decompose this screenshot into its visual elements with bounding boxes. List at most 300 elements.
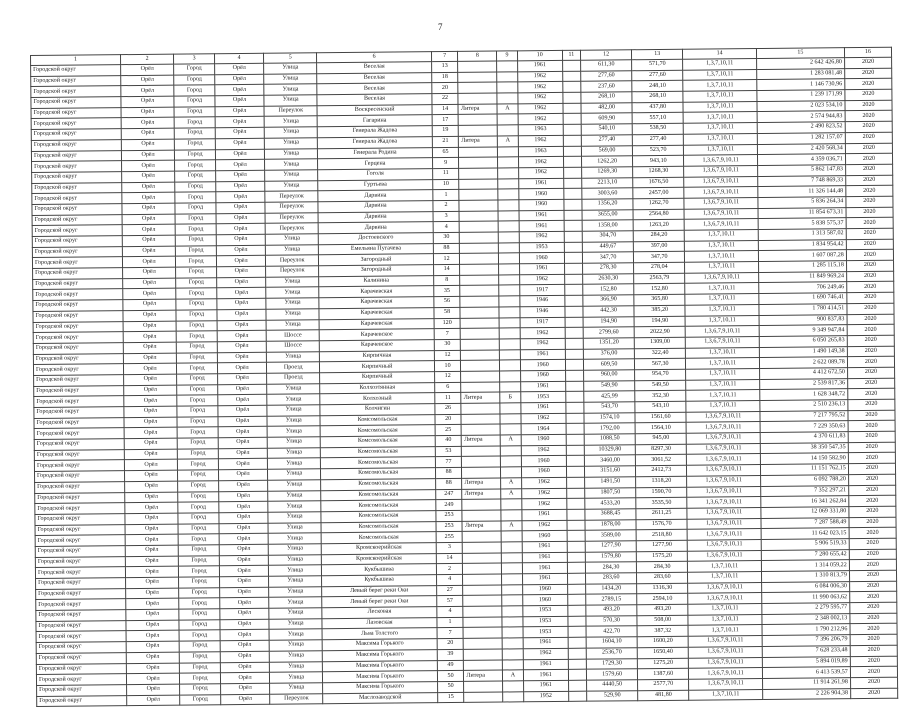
table-cell: Городской округ: [33, 332, 123, 344]
table-cell: 2 539 817,36: [760, 378, 848, 390]
table-cell: [568, 627, 586, 638]
table-cell: Орёл: [219, 544, 268, 555]
table-cell: [500, 371, 521, 382]
table-cell: Улица: [268, 544, 321, 555]
table-cell: 1953: [519, 242, 564, 253]
table-cell: Шоссе: [266, 330, 319, 341]
table-cell: 1961: [519, 263, 564, 274]
table-cell: Кирпичный: [320, 361, 435, 373]
table-cell: 1,3,6,7,9,10,11: [684, 219, 758, 230]
table-cell: [498, 178, 519, 189]
table-cell: 7 280 655,42: [761, 549, 849, 561]
table-cell: Городской округ: [31, 75, 121, 87]
table-cell: 14: [432, 104, 459, 115]
table-cell: Левый берег реки Оки: [322, 585, 437, 597]
table-cell: Улица: [268, 512, 321, 523]
table-cell: Городской округ: [32, 236, 122, 248]
table-cell: 1262,20: [582, 156, 633, 167]
table-cell: Орёл: [215, 138, 264, 149]
table-cell: Орёл: [125, 534, 178, 545]
table-cell: Городской округ: [36, 663, 126, 675]
table-cell: 1,3,6,7,9,10,11: [686, 411, 760, 422]
table-cell: Городской округ: [31, 150, 121, 162]
table-cell: Город: [177, 363, 218, 374]
table-cell: Проезд: [267, 373, 320, 384]
table-cell: 571,70: [632, 59, 683, 70]
table-cell: [567, 573, 585, 584]
column-header: 10: [517, 50, 562, 60]
table-cell: [458, 82, 497, 93]
table-cell: [568, 669, 586, 680]
table-cell: Улица: [265, 244, 318, 255]
table-cell: Кирпичная: [320, 350, 435, 362]
table-cell: 152,80: [634, 284, 685, 295]
table-cell: [462, 446, 501, 457]
table-cell: Городской округ: [35, 535, 125, 547]
table-cell: 1,3,6,7,9,10,11: [687, 454, 761, 465]
table-cell: 1961: [521, 402, 566, 413]
table-cell: 2020: [849, 495, 896, 506]
table-cell: [564, 242, 582, 253]
table-cell: 1,3,7,10,11: [685, 315, 759, 326]
table-cell: 1 282 157,07: [757, 132, 845, 144]
table-cell: Литера: [462, 488, 501, 499]
table-cell: 49: [437, 660, 464, 671]
table-cell: [563, 167, 581, 178]
table-cell: Комсомольская: [320, 425, 435, 437]
table-cell: 1729,30: [586, 658, 637, 669]
table-cell: Орёл: [127, 695, 180, 706]
table-cell: 943,10: [633, 155, 684, 166]
table-cell: [460, 275, 499, 286]
table-cell: 425,99: [584, 391, 635, 402]
table-cell: 11 642 023,15: [761, 528, 849, 540]
table-cell: Улица: [266, 298, 319, 309]
table-cell: [458, 72, 497, 83]
table-cell: 7 287 588,49: [761, 517, 849, 529]
table-cell: Улица: [267, 405, 320, 416]
table-cell: 1953: [520, 392, 565, 403]
table-cell: 3535,50: [636, 497, 687, 508]
table-cell: [501, 510, 522, 521]
table-cell: Комсомольская: [321, 468, 436, 480]
table-cell: 26: [435, 403, 462, 414]
table-cell: Комсомольская: [321, 521, 436, 533]
table-cell: 1316,30: [637, 583, 688, 594]
table-cell: 30: [433, 232, 460, 243]
table-cell: Комсомольская: [320, 436, 435, 448]
table-cell: 1946: [520, 306, 565, 317]
table-cell: 1088,50: [584, 434, 635, 445]
table-cell: 2020: [848, 442, 895, 453]
table-cell: Город: [175, 171, 216, 182]
table-cell: [502, 595, 523, 606]
table-cell: Орёл: [217, 352, 266, 363]
table-cell: Орёл: [219, 480, 268, 491]
table-cell: 960,00: [584, 370, 635, 381]
table-cell: 549,50: [635, 380, 686, 391]
table-cell: 50: [437, 671, 464, 682]
table-cell: 7: [437, 628, 464, 639]
table-cell: 11 151 762,15: [760, 464, 848, 476]
table-cell: 2020: [848, 474, 895, 485]
table-cell: Колчигин: [320, 404, 435, 416]
table-cell: [460, 221, 499, 232]
table-cell: Улица: [265, 159, 318, 170]
table-cell: 1,3,7,10,11: [685, 304, 759, 315]
table-cell: 50: [437, 681, 464, 692]
table-cell: 1,3,6,7,9,10,11: [684, 155, 758, 166]
table-cell: А: [501, 520, 522, 531]
table-cell: Комсомольская: [321, 457, 436, 469]
table-cell: Улица: [265, 148, 318, 159]
table-cell: Город: [175, 235, 216, 246]
table-cell: [499, 317, 520, 328]
table-cell: Орёл: [219, 512, 268, 523]
table-cell: 2 622 089,78: [759, 357, 847, 369]
table-cell: [461, 403, 500, 414]
table-cell: 21: [432, 136, 459, 147]
table-cell: 1960: [521, 434, 566, 445]
table-cell: 5 862 147,83: [757, 165, 845, 177]
table-cell: 1,3,6,7,9,10,11: [687, 486, 761, 497]
table-cell: 1961: [523, 680, 568, 691]
table-cell: Городской округ: [36, 610, 126, 622]
table-cell: [567, 552, 585, 563]
table-cell: 2020: [850, 677, 897, 688]
table-cell: [500, 360, 521, 371]
table-cell: 12: [434, 350, 461, 361]
table-cell: 2 023 534,10: [757, 100, 845, 112]
table-cell: [459, 147, 498, 158]
table-cell: Улица: [268, 501, 321, 512]
table-cell: 1962: [522, 520, 567, 531]
table-cell: 1962: [521, 499, 566, 510]
table-cell: 2412,73: [636, 465, 687, 476]
table-cell: Город: [176, 277, 217, 288]
table-cell: Городской округ: [31, 129, 121, 141]
table-cell: Генерала Жадова: [318, 126, 433, 138]
table-cell: Орёл: [121, 107, 174, 118]
table-cell: Орёл: [217, 309, 266, 320]
table-cell: [463, 563, 502, 574]
table-cell: Орёл: [123, 321, 176, 332]
table-cell: 1,3,6,7,9,10,11: [684, 176, 758, 187]
table-cell: 1962: [523, 648, 568, 659]
table-cell: 1 283 081,48: [757, 68, 845, 80]
table-cell: 4 370 611,83: [760, 432, 848, 444]
table-cell: 1953: [522, 605, 567, 616]
table-cell: 5 894 019,89: [762, 656, 850, 668]
table-cell: Орёл: [123, 267, 176, 278]
table-cell: 1962: [521, 413, 566, 424]
table-cell: [498, 210, 519, 221]
table-cell: Карачевское: [319, 329, 434, 341]
table-cell: 1960: [521, 456, 566, 467]
table-cell: Орёл: [124, 406, 177, 417]
table-cell: Орёл: [218, 405, 267, 416]
table-cell: 1491,50: [585, 477, 636, 488]
table-cell: 2020: [849, 538, 896, 549]
table-cell: 900 837,83: [759, 314, 847, 326]
table-cell: Город: [176, 256, 217, 267]
table-cell: 1961: [523, 659, 568, 670]
table-cell: 7: [434, 329, 461, 340]
table-cell: [567, 563, 585, 574]
table-cell: Орёл: [123, 310, 176, 321]
table-cell: Орёл: [121, 139, 174, 150]
table-cell: Дарвина: [318, 201, 433, 213]
table-cell: 58: [434, 307, 461, 318]
table-cell: 1960: [519, 253, 564, 264]
table-cell: [565, 359, 583, 370]
table-cell: Городской округ: [32, 193, 122, 205]
table-cell: Орёл: [122, 171, 175, 182]
table-cell: Улица: [269, 586, 322, 597]
table-cell: 2020: [847, 346, 894, 357]
table-cell: [565, 392, 583, 403]
table-cell: Город: [174, 117, 215, 128]
table-cell: [460, 296, 499, 307]
table-cell: Улица: [267, 394, 320, 405]
table-cell: 385,20: [634, 305, 685, 316]
table-cell: Орёл: [126, 577, 179, 588]
table-cell: 2020: [850, 666, 897, 677]
table-cell: Город: [179, 598, 220, 609]
table-cell: [502, 584, 523, 595]
table-cell: [459, 211, 498, 222]
table-cell: Город: [180, 673, 221, 684]
table-cell: Веселая: [317, 83, 432, 95]
table-cell: Город: [175, 245, 216, 256]
table-cell: 2 510 236,13: [760, 400, 848, 412]
table-cell: 1 239 171,99: [757, 90, 845, 102]
table-cell: Орёл: [215, 149, 264, 160]
table-cell: Орёл: [221, 694, 270, 705]
table-cell: 2020: [846, 207, 893, 218]
table-cell: Орёл: [215, 95, 264, 106]
table-cell: 2799,60: [583, 327, 634, 338]
table-cell: 1,3,7,10,11: [685, 230, 759, 241]
table-cell: Город: [179, 641, 220, 652]
table-cell: Город: [174, 85, 215, 96]
table-cell: Городской округ: [34, 396, 124, 408]
table-cell: Орёл: [217, 266, 266, 277]
table-cell: Улица: [264, 127, 317, 138]
table-cell: [499, 275, 520, 286]
table-cell: Кромскоерийская: [322, 543, 437, 555]
table-cell: 2020: [849, 527, 896, 538]
table-cell: Орёл: [123, 331, 176, 342]
table-cell: 1962: [517, 71, 562, 82]
table-cell: Город: [178, 513, 219, 524]
table-cell: Городской округ: [32, 172, 122, 184]
table-cell: Город: [179, 619, 220, 630]
table-cell: Орёл: [216, 159, 265, 170]
table-cell: 53: [435, 446, 462, 457]
table-cell: 1,3,6,7,9,10,11: [689, 646, 763, 657]
table-cell: Орёл: [220, 672, 269, 683]
table-cell: Орёл: [125, 492, 178, 503]
table-cell: 538,50: [632, 123, 683, 134]
table-cell: [460, 243, 499, 254]
table-cell: 954,70: [635, 369, 686, 380]
table-cell: 1 310 813,79: [761, 571, 849, 583]
table-cell: [501, 467, 522, 478]
table-cell: 2020: [850, 624, 897, 635]
table-cell: Орёл: [216, 192, 265, 203]
table-cell: 2630,30: [583, 273, 634, 284]
table-cell: Гуртьева: [318, 179, 433, 191]
table-cell: 1953: [523, 627, 568, 638]
table-cell: [567, 541, 585, 552]
table-cell: Орёл: [125, 556, 178, 567]
table-cell: 1,3,7,10,11: [688, 604, 762, 615]
table-cell: [458, 61, 497, 72]
table-cell: Орёл: [126, 620, 179, 631]
table-cell: [563, 92, 581, 103]
table-cell: 1962: [518, 103, 563, 114]
table-cell: Улица: [264, 95, 317, 106]
table-cell: 35: [434, 286, 461, 297]
table-cell: 442,30: [583, 306, 634, 317]
table-cell: 4: [437, 606, 464, 617]
table-cell: [502, 617, 523, 628]
table-cell: Орёл: [122, 235, 175, 246]
table-cell: 2020: [849, 549, 896, 560]
table-cell: [563, 188, 581, 199]
table-cell: Орёл: [215, 127, 264, 138]
table-cell: 120: [434, 318, 461, 329]
table-cell: [568, 637, 586, 648]
table-cell: 1961: [520, 381, 565, 392]
table-cell: 1,3,7,10,11: [686, 390, 760, 401]
table-cell: 2563,79: [634, 273, 685, 284]
table-cell: Переулок: [270, 693, 323, 704]
table-cell: 2020: [845, 68, 892, 79]
table-cell: 366,90: [583, 295, 634, 306]
table-cell: 2020: [848, 453, 895, 464]
table-cell: 1962: [520, 328, 565, 339]
table-cell: [503, 659, 524, 670]
table-cell: 2020: [847, 314, 894, 325]
table-cell: [566, 498, 584, 509]
table-cell: 2213,10: [582, 177, 633, 188]
table-cell: Орёл: [216, 256, 265, 267]
table-cell: 347,70: [634, 252, 685, 263]
table-cell: 247: [435, 489, 462, 500]
table-cell: 7 748 869,33: [758, 175, 846, 187]
table-cell: Орёл: [218, 362, 267, 373]
table-cell: [566, 466, 584, 477]
table-cell: Емельяна Пугачева: [319, 243, 434, 255]
table-cell: 4 412 672,50: [759, 368, 847, 380]
table-cell: 1 285 115,18: [758, 261, 846, 273]
table-cell: 2020: [845, 79, 892, 90]
table-cell: Городской округ: [32, 182, 122, 194]
table-cell: [500, 403, 521, 414]
table-cell: Город: [174, 106, 215, 117]
column-header: 5: [264, 53, 317, 64]
table-cell: [462, 510, 501, 521]
table-cell: 88: [433, 243, 460, 254]
table-cell: Максима Горького: [323, 681, 438, 693]
table-cell: Улица: [264, 138, 317, 149]
table-cell: 3151,60: [585, 466, 636, 477]
table-cell: Улица: [269, 597, 322, 608]
table-cell: [562, 82, 580, 93]
table-cell: Дарвина: [318, 190, 433, 202]
table-cell: Орёл: [218, 448, 267, 459]
table-cell: 1,3,7,10,11: [683, 69, 757, 80]
table-cell: Городской округ: [33, 342, 123, 354]
table-cell: Улица: [268, 554, 321, 565]
table-cell: Город: [180, 694, 221, 705]
table-cell: 2020: [847, 378, 894, 389]
table-cell: Загородный: [319, 254, 434, 266]
table-cell: 2020: [849, 581, 896, 592]
table-cell: Городской округ: [31, 118, 121, 130]
table-cell: Колхозтянная: [320, 382, 435, 394]
table-cell: Орёл: [216, 245, 265, 256]
table-cell: 1960: [522, 584, 567, 595]
page-number: 7: [438, 22, 443, 32]
table-cell: Орёл: [124, 385, 177, 396]
table-cell: [460, 232, 499, 243]
table-cell: 611,30: [581, 60, 632, 71]
table-cell: Орёл: [121, 75, 174, 86]
table-cell: 278,04: [634, 262, 685, 273]
table-cell: 1961: [518, 178, 563, 189]
table-cell: 2020: [850, 634, 897, 645]
table-cell: [564, 231, 582, 242]
table-cell: Город: [174, 128, 215, 139]
table-cell: 1962: [521, 488, 566, 499]
table-cell: 2577,70: [638, 679, 689, 690]
table-cell: 268,10: [581, 92, 632, 103]
table-cell: 1262,70: [633, 198, 684, 209]
table-cell: 2020: [848, 463, 895, 474]
table-cell: 1268,30: [633, 166, 684, 177]
table-cell: Комсомольская: [321, 500, 436, 512]
table-cell: Литера: [461, 392, 500, 403]
table-cell: [461, 339, 500, 350]
table-cell: Орёл: [124, 395, 177, 406]
table-cell: Улица: [270, 683, 323, 694]
column-header: 3: [174, 54, 215, 64]
table-cell: [501, 446, 522, 457]
table-cell: 1,3,6,7,9,10,11: [688, 593, 762, 604]
table-cell: Город: [177, 352, 218, 363]
table-cell: [567, 520, 585, 531]
table-cell: Городской округ: [32, 204, 122, 216]
table-cell: [498, 189, 519, 200]
table-cell: 1574,10: [584, 412, 635, 423]
table-cell: 1,3,7,10,11: [686, 347, 760, 358]
table-cell: [501, 499, 522, 510]
table-cell: [498, 146, 519, 157]
table-cell: [501, 531, 522, 542]
table-cell: Городской округ: [31, 139, 121, 151]
table-cell: Город: [176, 342, 217, 353]
table-cell: [460, 285, 499, 296]
table-cell: 77: [435, 457, 462, 468]
table-cell: 1962: [517, 82, 562, 93]
table-cell: [564, 210, 582, 221]
table-cell: 2020: [847, 356, 894, 367]
table-cell: 268,10: [632, 91, 683, 102]
table-cell: Город: [174, 96, 215, 107]
